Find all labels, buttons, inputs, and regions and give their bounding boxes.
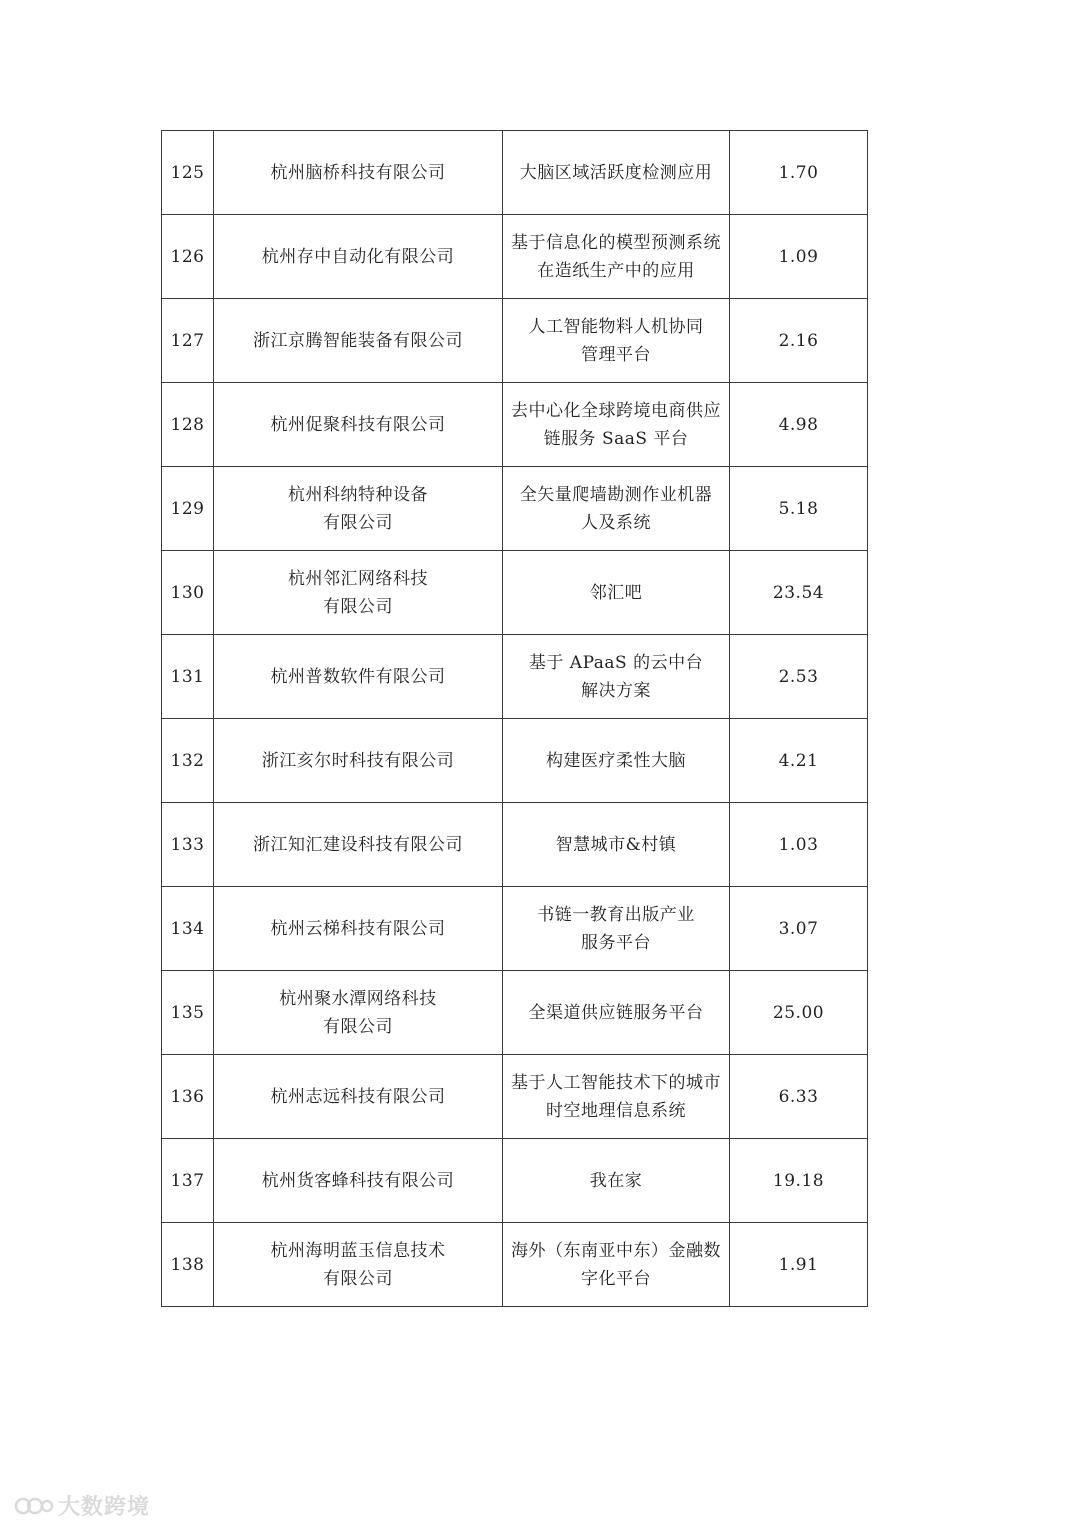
amount-cell: 19.18 — [730, 1139, 868, 1223]
project-name-cell-line: 基于人工智能技术下的城市 — [511, 1072, 721, 1093]
project-name-cell-line: 海外（东南亚中东）金融数 — [511, 1240, 721, 1261]
table-row — [162, 215, 868, 299]
watermark — [14, 1490, 150, 1521]
project-name-cell-line: 链服务 SaaS 平台 — [543, 428, 689, 449]
project-name-cell — [503, 1139, 730, 1223]
row-number-cell: 138 — [162, 1223, 214, 1307]
table-row — [162, 635, 868, 719]
row-number-cell: 132 — [162, 719, 214, 803]
project-name-cell-line: 全渠道供应链服务平台 — [528, 1002, 704, 1023]
company-name-cell — [214, 1139, 503, 1223]
project-name-cell — [503, 299, 730, 383]
company-name-cell-line: 有限公司 — [323, 1016, 393, 1037]
amount-cell: 5.18 — [730, 467, 868, 551]
project-name-cell-line: 人及系统 — [581, 512, 651, 533]
table-row — [162, 1223, 868, 1307]
amount-cell: 1.70 — [730, 131, 868, 215]
company-name-cell — [214, 719, 503, 803]
table-row — [162, 971, 868, 1055]
amount-cell: 2.16 — [730, 299, 868, 383]
row-number-cell: 127 — [162, 299, 214, 383]
company-name-cell-line: 浙江京腾智能装备有限公司 — [253, 330, 463, 351]
company-name-cell — [214, 299, 503, 383]
company-name-cell-line: 杭州邻汇网络科技 — [288, 568, 428, 589]
project-name-cell-line: 大脑区域活跃度检测应用 — [519, 162, 713, 183]
project-name-cell — [503, 215, 730, 299]
company-name-cell-line: 杭州聚水潭网络科技 — [279, 988, 437, 1009]
row-number-cell: 129 — [162, 467, 214, 551]
table-row — [162, 467, 868, 551]
company-name-cell — [214, 887, 503, 971]
project-name-cell-line: 基于 APaaS 的云中台 — [528, 652, 704, 673]
company-name-cell — [214, 971, 503, 1055]
table-row — [162, 1055, 868, 1139]
project-name-cell-line: 我在家 — [589, 1170, 643, 1191]
project-name-cell — [503, 131, 730, 215]
project-name-cell — [503, 1055, 730, 1139]
amount-cell: 3.07 — [730, 887, 868, 971]
company-name-cell — [214, 1223, 503, 1307]
table-row — [162, 299, 868, 383]
company-name-cell-line: 杭州存中自动化有限公司 — [261, 246, 455, 267]
table-row — [162, 887, 868, 971]
row-number-cell: 131 — [162, 635, 214, 719]
company-name-cell-line: 杭州脑桥科技有限公司 — [270, 162, 446, 183]
table-row — [162, 719, 868, 803]
project-name-cell-line: 管理平台 — [581, 344, 651, 365]
amount-cell: 2.53 — [730, 635, 868, 719]
company-name-cell-line: 浙江知汇建设科技有限公司 — [253, 834, 463, 855]
table-row — [162, 383, 868, 467]
row-number-cell: 133 — [162, 803, 214, 887]
company-name-cell — [214, 635, 503, 719]
project-name-cell-line: 智慧城市&村镇 — [555, 834, 677, 855]
company-project-table — [161, 130, 868, 1307]
company-name-cell — [214, 551, 503, 635]
row-number-cell: 125 — [162, 131, 214, 215]
project-name-cell-line: 人工智能物料人机协同 — [528, 316, 704, 337]
company-name-cell-line: 杭州海明蓝玉信息技术 — [270, 1240, 446, 1261]
project-name-cell-line: 基于信息化的模型预测系统 — [511, 232, 721, 253]
company-name-cell — [214, 131, 503, 215]
watermark-text: 大数跨境 — [58, 1495, 151, 1520]
company-name-cell — [214, 215, 503, 299]
table-row — [162, 551, 868, 635]
company-name-cell-line: 有限公司 — [323, 512, 393, 533]
company-name-cell — [214, 1055, 503, 1139]
amount-cell: 25.00 — [730, 971, 868, 1055]
row-number-cell: 136 — [162, 1055, 214, 1139]
project-name-cell-line: 书链一教育出版产业 — [537, 904, 695, 925]
row-number-cell: 135 — [162, 971, 214, 1055]
company-name-cell-line: 有限公司 — [323, 596, 393, 617]
company-name-cell — [214, 467, 503, 551]
row-number-cell: 134 — [162, 887, 214, 971]
company-name-cell — [214, 803, 503, 887]
table-row — [162, 1139, 868, 1223]
table-body — [162, 131, 868, 1307]
amount-cell: 1.91 — [730, 1223, 868, 1307]
project-name-cell-line: 邻汇吧 — [589, 582, 643, 603]
project-name-cell-line: 时空地理信息系统 — [546, 1100, 686, 1121]
row-number-cell: 130 — [162, 551, 214, 635]
project-name-cell — [503, 551, 730, 635]
company-name-cell-line: 杭州普数软件有限公司 — [270, 666, 446, 687]
company-name-cell-line: 杭州货客蜂科技有限公司 — [261, 1170, 455, 1191]
project-name-cell-line: 去中心化全球跨境电商供应 — [511, 400, 721, 421]
company-name-cell-line: 杭州科纳特种设备 — [288, 484, 428, 505]
amount-cell: 1.03 — [730, 803, 868, 887]
table-row — [162, 803, 868, 887]
row-number-cell: 128 — [162, 383, 214, 467]
company-name-cell-line: 有限公司 — [323, 1268, 393, 1289]
project-name-cell — [503, 467, 730, 551]
project-name-cell — [503, 887, 730, 971]
company-name-cell — [214, 383, 503, 467]
row-number-cell: 137 — [162, 1139, 214, 1223]
project-name-cell — [503, 719, 730, 803]
company-name-cell-line: 杭州促聚科技有限公司 — [270, 414, 446, 435]
project-name-cell — [503, 971, 730, 1055]
project-name-cell-line: 解决方案 — [581, 680, 651, 701]
table-row — [162, 131, 868, 215]
amount-cell: 4.21 — [730, 719, 868, 803]
company-name-cell-line: 杭州云梯科技有限公司 — [270, 918, 446, 939]
dashuju-logo-icon — [14, 1494, 54, 1518]
project-name-cell — [503, 383, 730, 467]
company-name-cell-line: 杭州志远科技有限公司 — [270, 1086, 446, 1107]
project-name-cell-line: 字化平台 — [581, 1268, 651, 1289]
amount-cell: 1.09 — [730, 215, 868, 299]
row-number-cell: 126 — [162, 215, 214, 299]
project-name-cell-line: 服务平台 — [581, 932, 651, 953]
project-name-cell — [503, 803, 730, 887]
amount-cell: 23.54 — [730, 551, 868, 635]
project-name-cell — [503, 635, 730, 719]
project-name-cell-line: 在造纸生产中的应用 — [537, 260, 695, 281]
project-name-cell-line: 全矢量爬墙勘测作业机器 — [519, 484, 713, 505]
project-name-cell — [503, 1223, 730, 1307]
amount-cell: 4.98 — [730, 383, 868, 467]
company-name-cell-line: 浙江亥尔时科技有限公司 — [261, 750, 455, 771]
amount-cell: 6.33 — [730, 1055, 868, 1139]
project-name-cell-line: 构建医疗柔性大脑 — [546, 750, 686, 771]
